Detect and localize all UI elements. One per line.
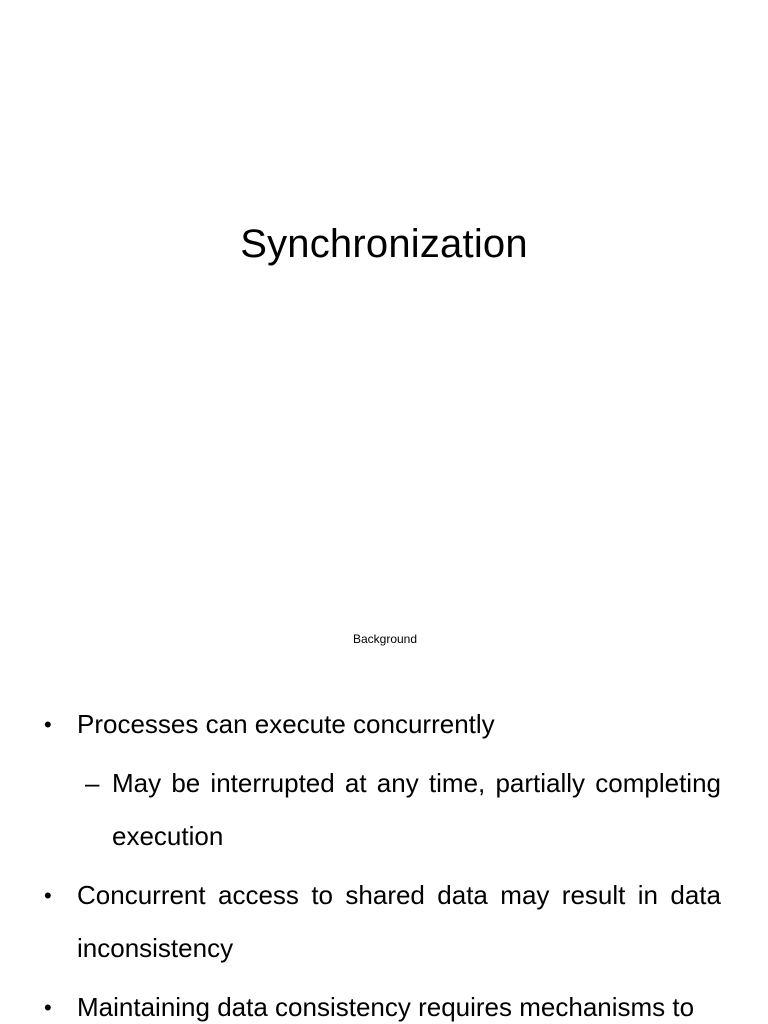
sub-bullet-item: [85, 757, 721, 863]
bullet-list: [0, 698, 768, 1024]
bullet-marker: •: [44, 883, 52, 908]
bullet-text: Maintaining data consistency requires mechanisms to: [77, 992, 695, 1022]
bullet-item: [44, 981, 721, 1024]
bullet-marker: •: [44, 712, 52, 737]
dash-marker: –: [85, 768, 100, 798]
section-heading: Background: [352, 632, 418, 646]
slide-title: Synchronization: [240, 222, 528, 266]
bullet-text: Concurrent access to shared data may result in data inconsistency: [77, 880, 721, 963]
bullet-item: [44, 698, 721, 751]
bullet-text: Processes can execute concurrently: [77, 709, 495, 739]
bullet-item: [44, 869, 721, 975]
bullet-text: May be interrupted at any time, partially completing execution: [112, 768, 721, 851]
bullet-marker: •: [44, 995, 52, 1020]
